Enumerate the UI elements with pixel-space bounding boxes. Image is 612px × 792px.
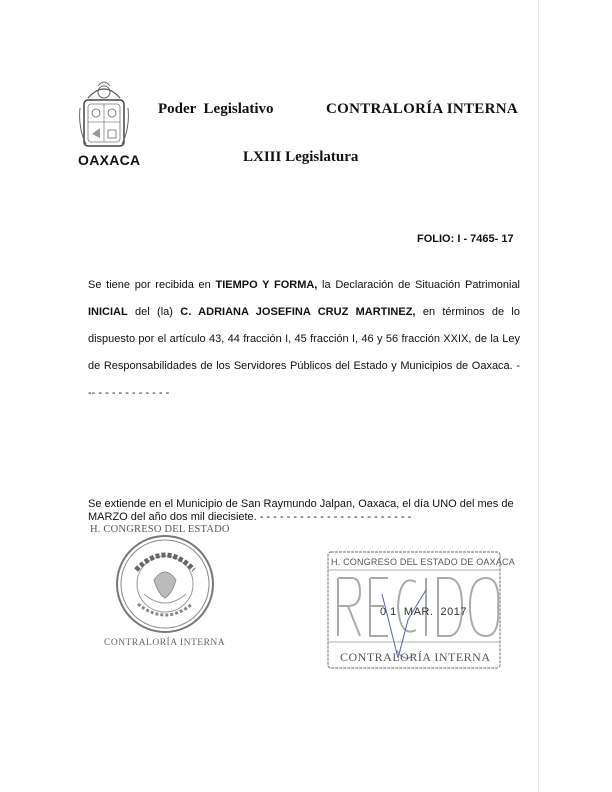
legislative-seal-icon: [114, 534, 216, 634]
state-name: OAXACA: [78, 152, 141, 168]
p1-declarant-name: C. ADRIANA JOSEFINA CRUZ MARTINEZ,: [180, 306, 416, 318]
p1-inicial: INICIAL: [88, 306, 128, 318]
header-legislature: LXIII Legislatura: [243, 149, 359, 165]
seal-top-text: H. CONGRESO DEL ESTADO: [90, 524, 230, 535]
p1-text-e: del (la): [127, 306, 181, 318]
p1-text-c: la Declaración de Situación Patrimonial: [317, 279, 521, 291]
p1-text-a: Se tiene por recibida en: [88, 279, 216, 291]
folio-number: FOLIO: I - 7465- 17: [417, 233, 514, 245]
header-office: CONTRALORÍA INTERNA: [326, 101, 518, 117]
stamp-header-text: H. CONGRESO DEL ESTADO DE OAXACA: [331, 557, 515, 567]
stamp-date: 0 1 MAR. 2017: [380, 606, 467, 618]
header-poder-legislativo: Poder Legislativo: [158, 101, 274, 117]
p1-text-g: en términos de lo dispuesto por el artículo 43, 44 fracción I, 45 fracción I, 46 y 56 fracción XXIX, de la Ley de Responsabilidades de los Servidores Públicos del Estado y Municipios de Oaxaca. - -- - - - - - - - - - - -: [88, 306, 520, 399]
stamp-office-text: CONTRALORÍA INTERNA: [340, 650, 491, 664]
p1-tiempo-forma: TIEMPO Y FORMA,: [215, 279, 318, 291]
closing-paragraph: Se extiende en el Municipio de San Raymundo Jalpan, Oaxaca, el día UNO del mes de MARZO del año dos mil diecisiete. - - - - - - - - - - - - - - - - - - - - - - -: [88, 498, 514, 523]
state-crest-icon: [78, 78, 130, 152]
declaration-paragraph: [88, 272, 520, 407]
seal-bottom-text: CONTRALORÍA INTERNA: [104, 638, 226, 648]
page-edge: [538, 0, 539, 792]
